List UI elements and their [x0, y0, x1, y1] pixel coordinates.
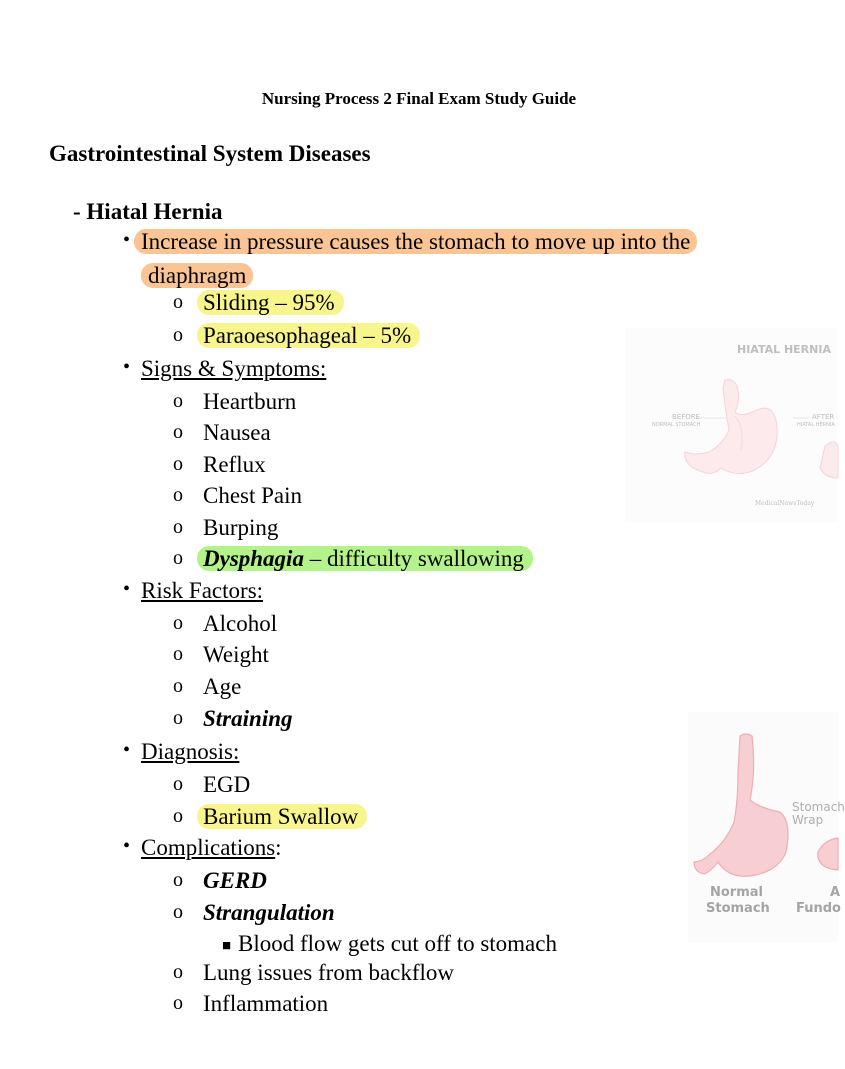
fundo-label-1: A	[830, 885, 841, 900]
risk-heading-item	[123, 578, 264, 604]
circle-bullet-icon: o	[173, 675, 183, 697]
circle-bullet-icon: o	[173, 324, 183, 346]
complication-item	[173, 991, 329, 1017]
figure-credit: MedicalNewsToday	[755, 500, 815, 507]
complication-lung-issues: Lung issues from backflow	[203, 960, 455, 985]
dysphagia-description: – difficulty swallowing	[303, 546, 524, 571]
sign-item	[173, 452, 266, 478]
square-bullet-icon: ■	[222, 938, 232, 954]
strangulation-detail-item	[222, 931, 557, 957]
signs-heading-item	[123, 356, 327, 382]
after-label: AFTER	[812, 413, 835, 421]
bullet-icon: •	[123, 578, 131, 600]
sign-item	[173, 515, 279, 541]
bullet-icon: •	[123, 356, 131, 378]
complication-strangulation: Strangulation	[203, 900, 335, 925]
circle-bullet-icon: o	[173, 484, 183, 506]
circle-bullet-icon: o	[173, 961, 183, 983]
complication-gerd: GERD	[203, 868, 267, 893]
sign-reflux: Reflux	[203, 452, 266, 477]
risk-item	[173, 611, 278, 637]
diagnosis-heading-item	[123, 739, 240, 765]
sign-chest-pain: Chest Pain	[203, 483, 303, 508]
circle-bullet-icon: o	[173, 805, 183, 827]
type-item	[173, 323, 420, 349]
fundo-label-2: Fundo	[796, 901, 841, 916]
circle-bullet-icon: o	[173, 869, 183, 891]
after-sublabel: HIATAL HERNIA	[797, 422, 835, 428]
definition-line-1: Increase in pressure causes the stomach to move up into the	[134, 229, 697, 254]
risk-age: Age	[203, 674, 242, 699]
signs-heading: Signs & Symptoms:	[141, 356, 327, 381]
diagnosis-heading: Diagnosis:	[141, 739, 240, 764]
complication-inflammation: Inflammation	[203, 991, 329, 1016]
circle-bullet-icon: o	[173, 643, 183, 665]
sign-item	[173, 483, 303, 509]
circle-bullet-icon: o	[173, 773, 183, 795]
sign-burping: Burping	[203, 515, 279, 540]
circle-bullet-icon: o	[173, 992, 183, 1014]
complication-item	[173, 900, 335, 926]
normal-label-1: Normal	[710, 885, 763, 900]
before-sublabel: NORMAL STOMACH	[652, 422, 701, 428]
section-heading: Gastrointestinal System Diseases	[49, 141, 371, 166]
sign-item	[173, 546, 533, 572]
circle-bullet-icon: o	[173, 421, 183, 443]
complications-heading-item	[123, 835, 282, 861]
strangulation-detail: Blood flow gets cut off to stomach	[238, 931, 557, 956]
definition-line-2: diaphragm	[141, 263, 253, 288]
risk-item	[173, 674, 242, 700]
bullet-icon: •	[123, 229, 131, 251]
diagnosis-item	[173, 804, 367, 830]
definition-item	[123, 229, 697, 255]
circle-bullet-icon: o	[173, 291, 183, 313]
hiatal-hernia-figure	[625, 328, 838, 522]
stomach-illustration-icon	[625, 328, 838, 522]
risk-heading: Risk Factors:	[141, 578, 264, 603]
type-item	[173, 290, 344, 316]
complication-item	[173, 868, 267, 894]
risk-alcohol: Alcohol	[203, 611, 278, 636]
risk-item	[173, 642, 269, 668]
sign-dysphagia	[197, 546, 533, 571]
circle-bullet-icon: o	[173, 390, 183, 412]
complications-heading: Complications	[141, 835, 276, 860]
bullet-icon: •	[123, 739, 131, 761]
circle-bullet-icon: o	[173, 453, 183, 475]
diagnosis-barium-swallow: Barium Swallow	[197, 804, 367, 829]
diagnosis-egd: EGD	[203, 772, 251, 797]
topic-heading: - Hiatal Hernia	[73, 199, 223, 224]
circle-bullet-icon: o	[173, 547, 183, 569]
circle-bullet-icon: o	[173, 901, 183, 923]
document-title: Nursing Process 2 Final Exam Study Guide	[261, 89, 577, 108]
risk-straining: Straining	[203, 706, 293, 731]
fundoplication-figure	[688, 712, 845, 942]
definition-continuation	[148, 263, 253, 289]
circle-bullet-icon: o	[173, 612, 183, 634]
sign-item	[173, 420, 271, 446]
risk-item	[173, 706, 293, 732]
type-sliding: Sliding – 95%	[197, 290, 344, 315]
circle-bullet-icon: o	[173, 707, 183, 729]
sign-nausea: Nausea	[203, 420, 271, 445]
bullet-icon: •	[123, 835, 131, 857]
wrap-label-1: Stomach	[792, 800, 845, 814]
dysphagia-term: Dysphagia	[203, 546, 304, 571]
wrap-label-2: Wrap	[792, 813, 824, 827]
sign-item	[173, 389, 297, 415]
circle-bullet-icon: o	[173, 516, 183, 538]
complication-item	[173, 960, 455, 986]
diagnosis-item	[173, 772, 251, 798]
sign-heartburn: Heartburn	[203, 389, 297, 414]
complications-colon: :	[275, 835, 282, 860]
type-paraoesophageal: Paraoesophageal – 5%	[197, 323, 420, 348]
normal-label-2: Stomach	[706, 901, 770, 916]
figure-title: HIATAL HERNIA	[737, 343, 831, 356]
risk-weight: Weight	[203, 642, 269, 667]
before-label: BEFORE	[672, 413, 701, 421]
